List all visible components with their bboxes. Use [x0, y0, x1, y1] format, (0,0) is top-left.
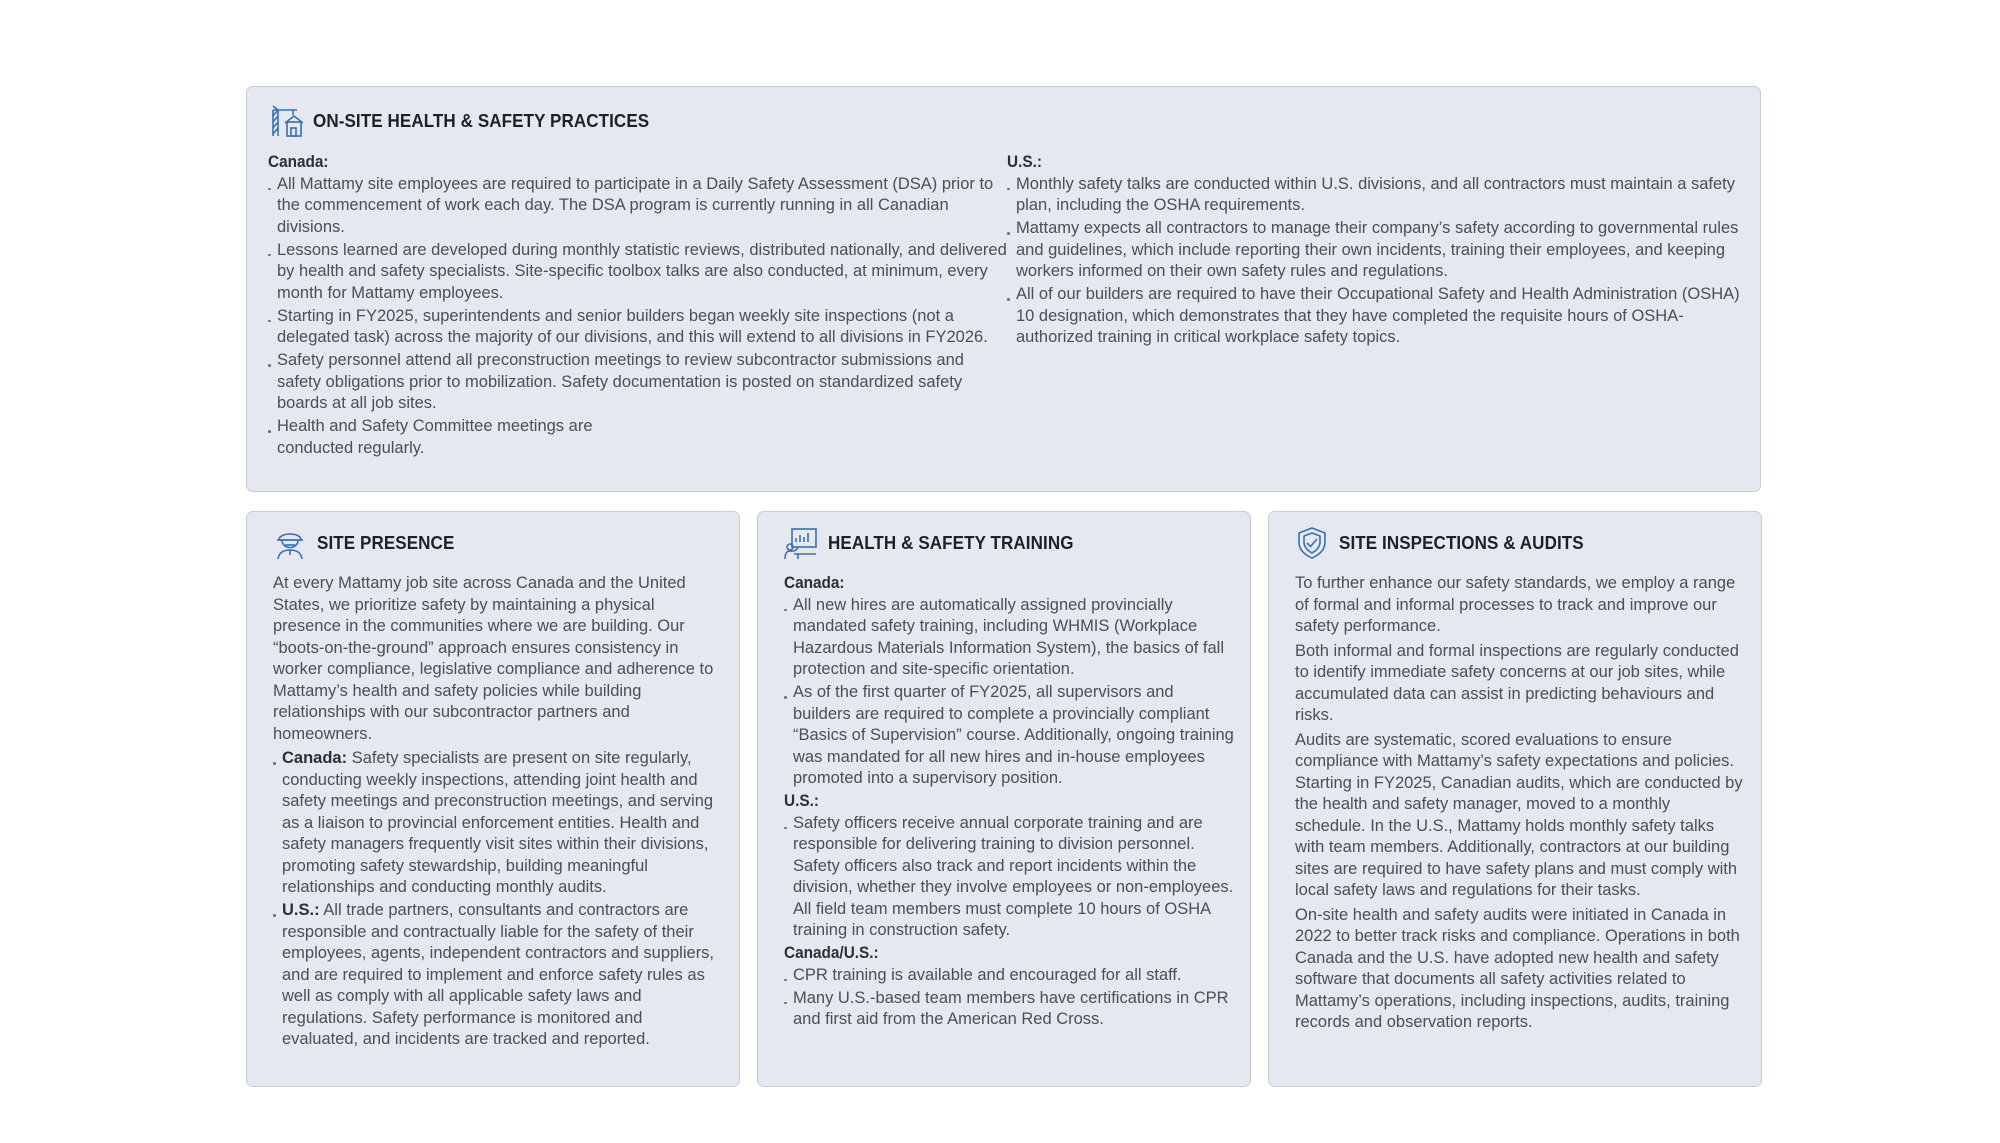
training-panel [757, 511, 1251, 1087]
list-item: All Mattamy site employees are required to participate in a Daily Safety Assessment (DSA) prior to the commencement of work each day. The DSA program is currently running in all Canadian divisions. [268, 174, 1008, 239]
shield-check-icon [1295, 526, 1329, 560]
onsite-canada-heading: Canada: [268, 153, 329, 171]
list-item-lead: U.S.: [282, 901, 320, 919]
training-body [784, 573, 1234, 1032]
list-item: Safety officers receive annual corporate training and are responsible for delivering training to division personnel. Safety officers also track and report incidents within the division, whether they involve employees or non-employees. All field team members must complete 10 hours of OSHA training in construction safety. [784, 813, 1234, 942]
training-us-list [784, 813, 1234, 942]
audits-body [1295, 573, 1745, 1037]
audits-paragraph: Audits are systematic, scored evaluations to ensure compliance with Mattamy’s safety expectations and policies. Starting in FY2025, Canadian audits, which are conducted by the health and safety manager, moved to a monthly schedule. In the U.S., Mattamy holds monthly safety talks with team members. Additionally, contractors at our building sites are required to have safety plans and must comply with local safety laws and regulations for their tasks. [1295, 730, 1743, 899]
training-title: HEALTH & SAFETY TRAINING [828, 532, 1074, 553]
list-item: CPR training is available and encouraged for all staff. [784, 965, 1234, 987]
list-item: Mattamy expects all contractors to manage their company’s safety according to governmental rules and guidelines, which include reporting their own incidents, training their employees, and keeping workers informed on their own safety rules and regulations. [1007, 218, 1744, 283]
training-presentation-icon [784, 526, 818, 560]
training-canada-list [784, 595, 1234, 790]
audits-paragraph: On-site health and safety audits were initiated in Canada in 2022 to better track risks and compliance. Operations in both Canada and the U.S. have adopted new health and safety software that documents all safety activities related to Mattamy’s operations, including inspections, audits, training records and observation reports. [1295, 905, 1740, 1031]
site-presence-list [273, 748, 718, 1051]
list-item: Lessons learned are developed during monthly statistic reviews, distributed nationally, and delivered by health and safety specialists. Site-specific toolbox talks are also conducted, at minimum, every month for Mattamy employees. [268, 240, 1008, 305]
site-presence-intro: At every Mattamy job site across Canada and the United States, we prioritize safety by maintaining a physical presence in the communities where we are building. Our “boots-on-the-ground” approach ensures consistency in worker compliance, legislative compliance and adherence to Mattamy’s health and safety policies while building relationships with our subcontractor partners and homeowners. [273, 574, 714, 743]
construction-site-icon [269, 104, 303, 138]
list-item: As of the first quarter of FY2025, all supervisors and builders are required to complete a provincially compliant “Basics of Supervision” course. Additionally, ongoing training was mandated for all new hires and in-house employees promoted into a supervisory position. [784, 682, 1234, 790]
audits-panel [1268, 511, 1762, 1087]
training-us-heading: U.S.: [784, 792, 819, 810]
site-presence-header [273, 526, 466, 560]
list-item-text: All trade partners, consultants and contractors are responsible and contractually liable for the safety of their employees, agents, independent contractors and suppliers, and are required to implement and enforce safety rules as well as comply with all applicable safety laws and regulations. Safety performance is monitored and evaluated, and incidents are tracked and reported. [282, 901, 715, 1048]
site-presence-body [273, 573, 718, 1052]
training-canada-us-heading: Canada/U.S.: [784, 944, 879, 962]
onsite-us-column [1007, 152, 1744, 350]
onsite-canada-column [268, 152, 1008, 461]
list-item: Many U.S.-based team members have certifications in CPR and first aid from the American Red Cross. [784, 988, 1234, 1031]
list-item [273, 900, 718, 1051]
site-presence-title: SITE PRESENCE [317, 532, 455, 553]
site-presence-panel [246, 511, 740, 1087]
onsite-practices-header [269, 104, 678, 138]
list-item: Starting in FY2025, superintendents and senior builders began weekly site inspections (not a delegated task) across the majority of our divisions, and this will extend to all divisions in FY2026. [268, 306, 1008, 349]
worker-helmet-icon [273, 526, 307, 560]
audits-paragraph: Both informal and formal inspections are regularly conducted to identify immediate safety concerns at our job sites, while accumulated data can assist in predicting behaviours and risks. [1295, 641, 1739, 724]
onsite-practices-title: ON-SITE HEALTH & SAFETY PRACTICES [313, 110, 650, 131]
audits-header [1295, 526, 1605, 560]
training-canada-heading: Canada: [784, 574, 845, 592]
list-item: Safety personnel attend all preconstruction meetings to review subcontractor submissions and safety obligations prior to mobilization. Safety documentation is posted on standardized safety boards at all job sites. [268, 350, 1008, 415]
onsite-us-heading: U.S.: [1007, 153, 1042, 171]
list-item [273, 748, 718, 899]
training-canada-us-list [784, 965, 1234, 1031]
onsite-canada-list [268, 174, 1008, 460]
audits-paragraph: To further enhance our safety standards, we employ a range of formal and informal processes to track and improve our safety performance. [1295, 574, 1736, 635]
list-item-text: Safety specialists are present on site regularly, conducting weekly inspections, attending joint health and safety meetings and preconstruction meetings, and serving as a liaison to provincial enforcement entities. Health and safety managers frequently visit sites within their divisions, promoting safety stewardship, building meaningful relationships and conducting monthly audits. [282, 749, 714, 896]
training-header [784, 526, 1095, 560]
list-item: Monthly safety talks are conducted within U.S. divisions, and all contractors must maintain a safety plan, including the OSHA requirements. [1007, 174, 1744, 217]
audits-title: SITE INSPECTIONS & AUDITS [1339, 532, 1584, 553]
list-item: All of our builders are required to have their Occupational Safety and Health Administration (OSHA) 10 designation, which demonstrates that they have completed the requisite hours of OSHA-authorized training in critical workplace safety topics. [1007, 284, 1744, 349]
onsite-us-list [1007, 174, 1744, 349]
list-item: Health and Safety Committee meetings are conducted regularly. [268, 416, 597, 459]
list-item-lead: Canada: [282, 749, 348, 767]
onsite-practices-panel [246, 86, 1761, 492]
list-item: All new hires are automatically assigned provincially mandated safety training, including WHMIS (Workplace Hazardous Materials Information System), the basics of fall protection and site-specific orientation. [784, 595, 1234, 681]
